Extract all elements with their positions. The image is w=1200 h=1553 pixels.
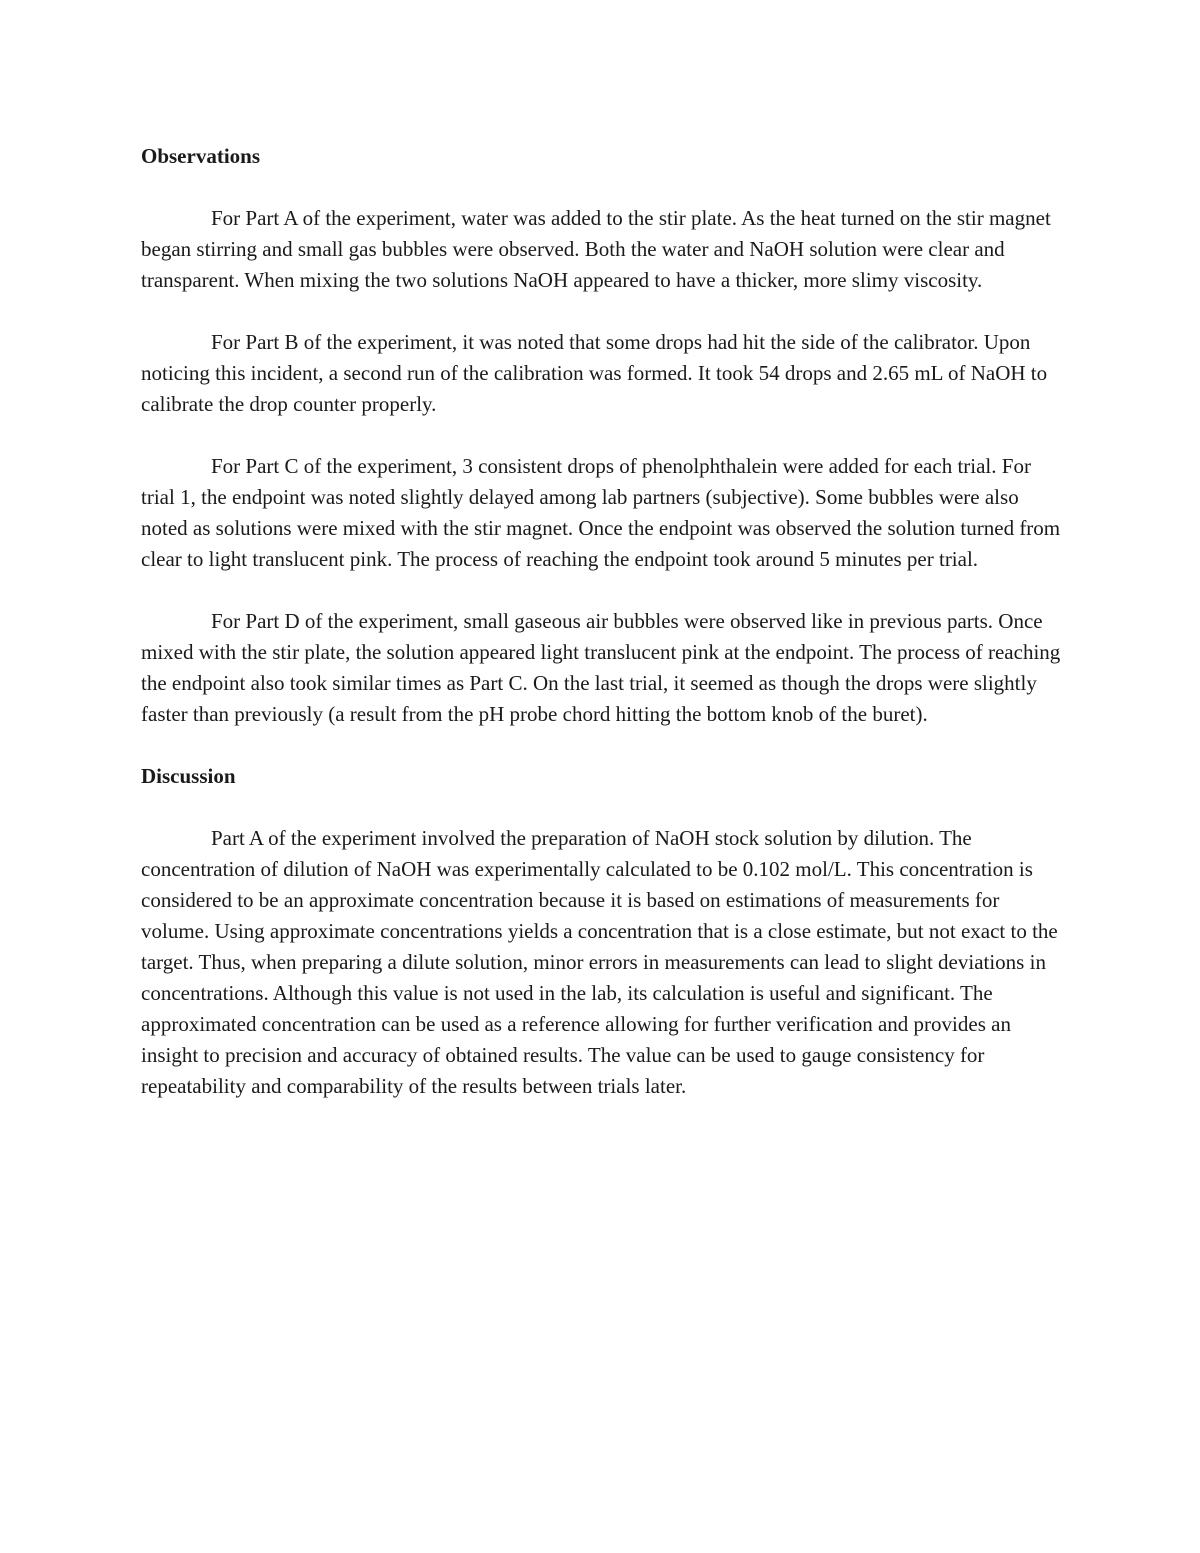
document-page	[141, 141, 1061, 1102]
spacer	[141, 172, 1061, 203]
observations-paragraph-part-b: For Part B of the experiment, it was noted that some drops had hit the side of the calibrator. Upon noticing this incident, a second run of the calibration was formed. It took 54 drops and 2.65 mL of NaOH to calibrate the drop counter properly.	[141, 330, 1048, 416]
spacer	[141, 420, 1061, 451]
observations-heading: Observations	[141, 144, 261, 168]
spacer	[141, 296, 1061, 327]
spacer	[141, 792, 1061, 823]
observations-paragraph-part-a: For Part A of the experiment, water was added to the stir plate. As the heat turned on the stir magnet began stirring and small gas bubbles were observed. Both the water and NaOH solution were clear and transparent. When mixing the two solutions NaOH appeared to have a thicker, more slimy viscosity.	[141, 206, 1051, 292]
observations-paragraph-part-d: For Part D of the experiment, small gaseous air bubbles were observed like in previous parts. Once mixed with the stir plate, the solution appeared light translucent pink at the endpoint. The process of reaching the endpoint also took similar times as Part C. On the last trial, it seemed as though the drops were slightly faster than previously (a result from the pH probe chord hitting the bottom knob of the buret).	[141, 609, 1061, 726]
observations-paragraph-part-c: For Part C of the experiment, 3 consistent drops of phenolphthalein were added for each trial. For trial 1, the endpoint was noted slightly delayed among lab partners (subjective). Some bubbles were also noted as solutions were mixed with the stir magnet. Once the endpoint was observed the solution turned from clear to light translucent pink. The process of reaching the endpoint took around 5 minutes per trial.	[141, 454, 1061, 571]
discussion-heading: Discussion	[141, 764, 236, 788]
spacer	[141, 575, 1061, 606]
discussion-paragraph-part-a: Part A of the experiment involved the preparation of NaOH stock solution by dilution. The concentration of dilution of NaOH was experimentally calculated to be 0.102 mol/L. This concentration is considered to be an approximate concentration because it is based on estimations of measurements for volume. Using approximate concentrations yields a concentration that is a close estimate, but not exact to the target. Thus, when preparing a dilute solution, minor errors in measurements can lead to slight deviations in concentrations. Although this value is not used in the lab, its calculation is useful and significant. The approximated concentration can be used as a reference allowing for further verification and provides an insight to precision and accuracy of obtained results. The value can be used to gauge consistency for repeatability and comparability of the results between trials later.	[141, 826, 1058, 1098]
spacer	[141, 730, 1061, 761]
